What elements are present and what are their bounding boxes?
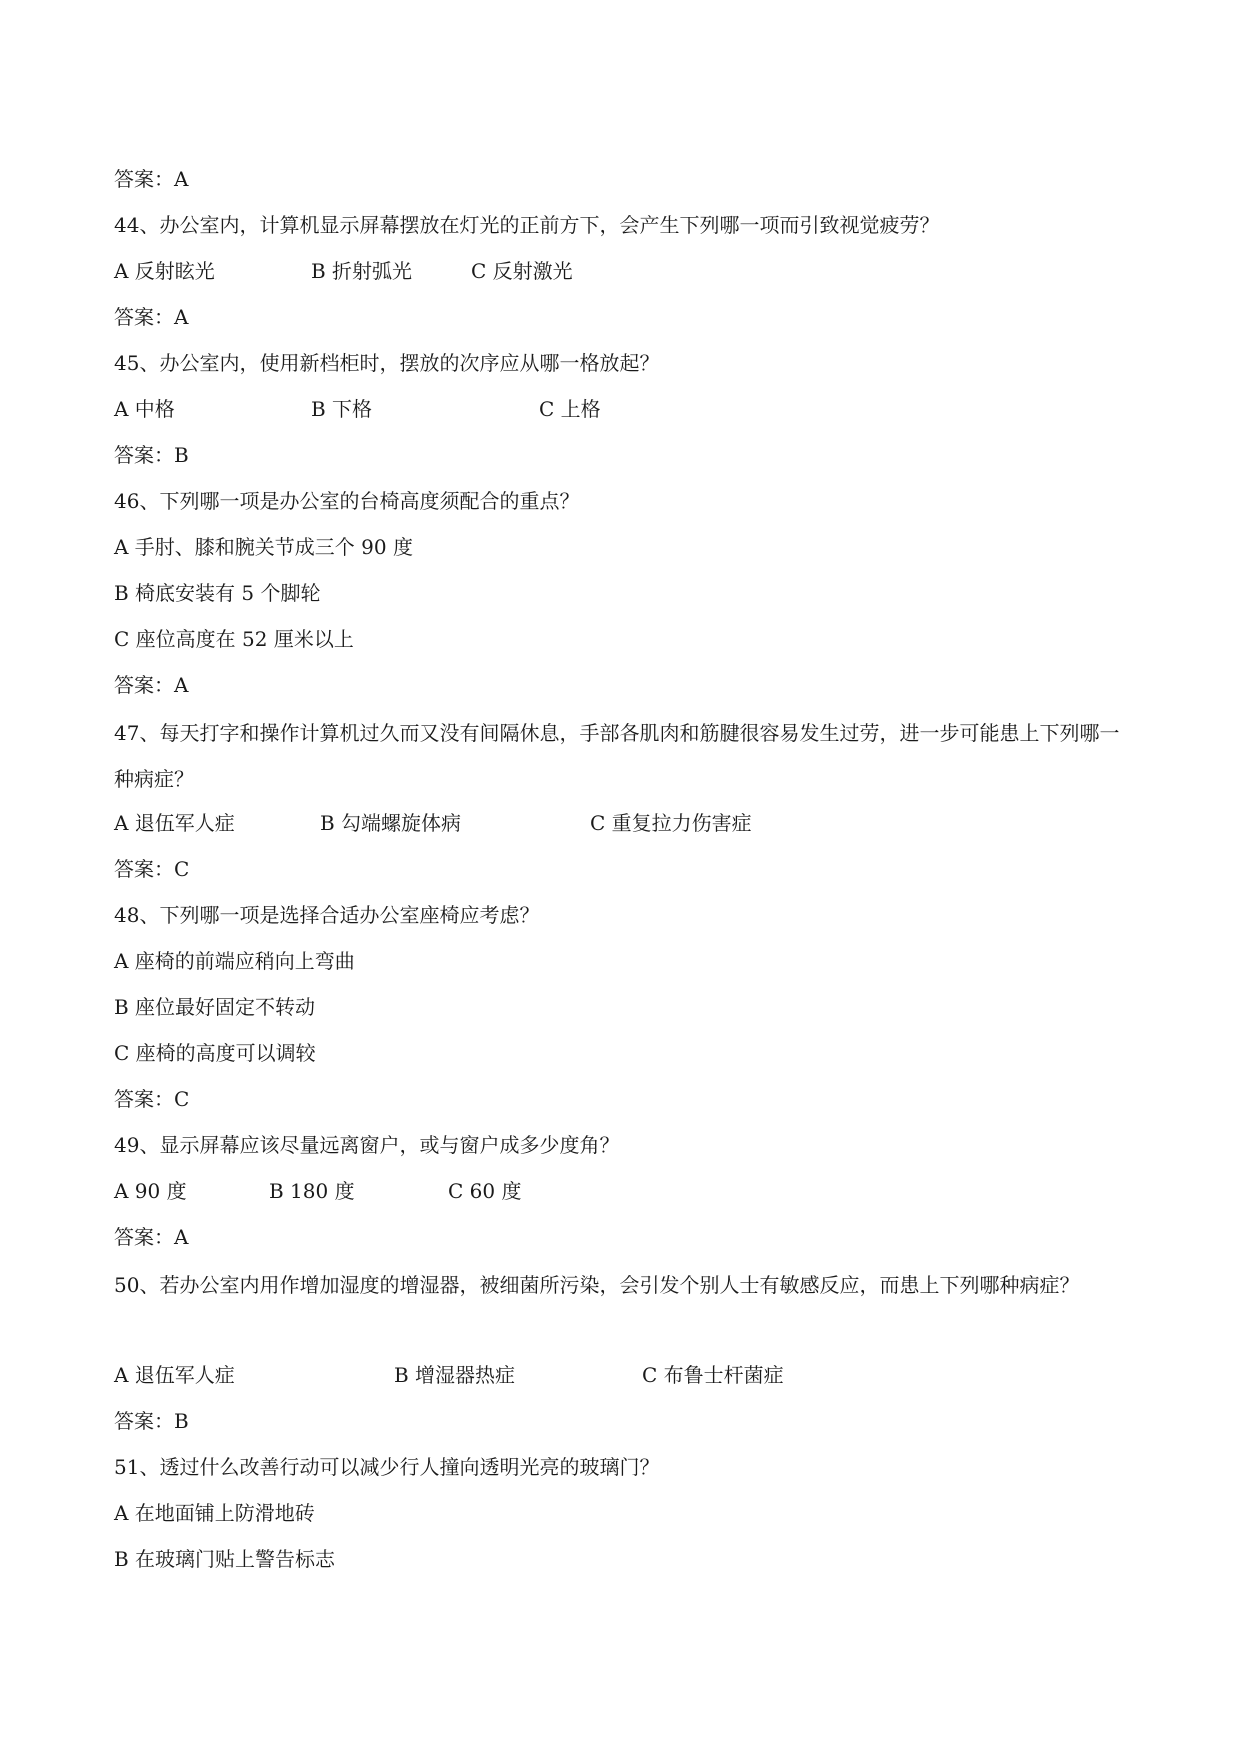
option-c: C 座位高度在 52 厘米以上 [114,627,354,651]
option-b: B 在玻璃门贴上警告标志 [114,1547,336,1571]
option-b: B 椅底安装有 5 个脚轮 [114,581,321,605]
answer-50: 答案：B [114,1409,189,1433]
question-49: 49、显示屏幕应该尽量远离窗户，或与窗户成多少度角？ [114,1133,620,1157]
option-b: B 座位最好固定不转动 [114,995,316,1019]
option-a: A 中格 [114,397,175,421]
answer-46: 答案：A [114,673,189,697]
question-48: 48、下列哪一项是选择合适办公室座椅应考虑？ [114,903,540,927]
answer-48: 答案：C [114,1087,190,1111]
option-c: C 反射激光 [471,259,573,283]
question-44: 44、办公室内，计算机显示屏幕摆放在灯光的正前方下，会产生下列哪一项而引致视觉疲劳？ [114,213,940,237]
answer-line: 答案：A [114,167,189,191]
option-b: B 180 度 [269,1179,355,1203]
option-c: C 60 度 [448,1179,522,1203]
option-c: C 座椅的高度可以调较 [114,1041,316,1065]
question-46: 46、下列哪一项是办公室的台椅高度须配合的重点？ [114,489,580,513]
option-a: A 退伍军人症 [114,1363,235,1387]
option-a: A 在地面铺上防滑地砖 [114,1501,315,1525]
option-a: A 座椅的前端应稍向上弯曲 [114,949,355,973]
option-a: A 90 度 [114,1179,187,1203]
option-a: A 反射眩光 [114,259,215,283]
option-b: B 折射弧光 [311,259,413,283]
option-b: B 增湿器热症 [394,1363,516,1387]
question-50: 50、若办公室内用作增加湿度的增湿器，被细菌所污染，会引发个别人士有敏感反应，而患上下列哪种病症？ [114,1273,1080,1297]
answer-49: 答案：A [114,1225,189,1249]
option-a: A 手肘、膝和腕关节成三个 90 度 [114,535,413,559]
answer-44: 答案：A [114,305,189,329]
question-51: 51、透过什么改善行动可以减少行人撞向透明光亮的玻璃门？ [114,1455,660,1479]
option-a: A 退伍军人症 [114,811,235,835]
question-47: 47、每天打字和操作计算机过久而又没有间隔休息，手部各肌肉和筋腱很容易发生过劳，进一步可能患上下列哪一种病症？ [114,721,1120,791]
option-c: C 上格 [539,397,601,421]
option-c: C 重复拉力伤害症 [590,811,752,835]
option-b: B 勾端螺旋体病 [320,811,462,835]
option-c: C 布鲁士杆菌症 [642,1363,784,1387]
answer-45: 答案：B [114,443,189,467]
option-b: B 下格 [311,397,373,421]
answer-47: 答案：C [114,857,190,881]
question-45: 45、办公室内，使用新档柜时，摆放的次序应从哪一格放起？ [114,351,660,375]
